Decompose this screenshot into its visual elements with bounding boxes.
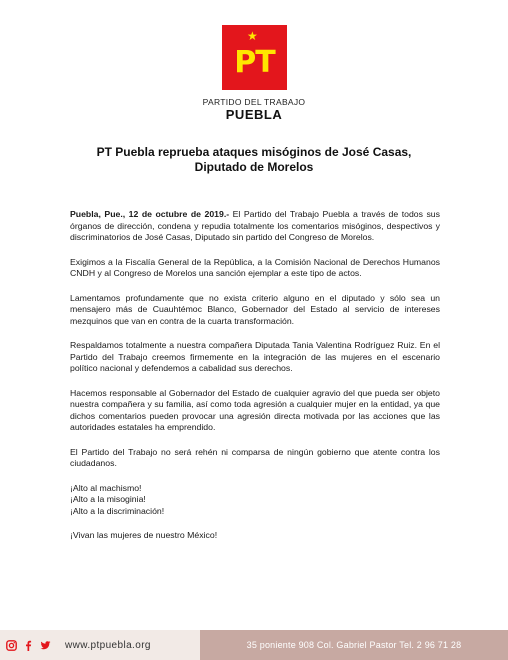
headline-line-1: PT Puebla reprueba ataques misóginos de José Casas, (96, 145, 412, 159)
star-icon: ★ (247, 29, 258, 43)
slogan-3: ¡Alto a la discriminación! (70, 505, 165, 516)
paragraph-1 (70, 209, 440, 244)
slogan-1: ¡Alto al machismo! (70, 482, 142, 493)
headline-line-2: Diputado de Morelos (194, 160, 314, 174)
slogan-2: ¡Alto a la misoginia! (70, 494, 146, 504)
paragraph-5: Hacemos responsable al Gobernador del Estado de cualquier agravio del que pueda ser objeto nuestra compañera y su familia, así como toda agresión a cualquier mujer en la entidad, ya que dichos comentarios pueden provocar una agresión directa motivada por las acciones que las autoridades estatales ha emprendido. (70, 387, 440, 432)
closing-line: ¡Vivan las mujeres de nuestro México! (70, 530, 218, 540)
party-state: PUEBLA (225, 107, 283, 122)
website-link[interactable]: www.ptpuebla.org (65, 639, 151, 651)
footer (0, 630, 508, 660)
footer-social (0, 630, 200, 660)
paragraph-4: Respaldamos totalmente a nuestra compañera Diputada Tania Valentina Rodríguez Ruiz. En el Partido del Trabajo creemos firmemente en la integración de las mujeres en el escenario político nacional y defendemos a cabalidad sus derechos. (70, 340, 440, 373)
logo-mark: PT (234, 45, 275, 80)
facebook-icon[interactable] (23, 640, 34, 651)
twitter-icon[interactable] (40, 640, 51, 651)
slogans (70, 483, 440, 518)
party-logo (222, 25, 287, 90)
footer-address-band (200, 630, 508, 660)
party-name: PARTIDO DEL TRABAJO (202, 97, 306, 107)
press-headline (60, 145, 448, 175)
dateline: Puebla, Pue., 12 de octubre de 2019.- (70, 209, 230, 219)
paragraph-2: Exigimos a la Fiscalía General de la República, a la Comisión Nacional de Derechos Humanos CNDH y al Congreso de Morelos una sanción ejemplar a este tipo de actos. (70, 256, 440, 278)
press-body (70, 209, 440, 555)
footer-address: 35 poniente 908 Col. Gabriel Pastor Tel. 2 96 71 28 (246, 640, 462, 650)
paragraph-1-text: El Partido del Trabajo Puebla a través de todos sus órganos de dirección, condena y repudia totalmente los comentarios misóginos, despectivos y discriminatorios de José Casas, Diputado sin partido del Congreso de Morelos. (70, 209, 440, 242)
instagram-icon[interactable] (6, 640, 17, 651)
paragraph-3: Lamentamos profundamente que no exista criterio alguno en el diputado y sólo sea un mensajero más de Cuauhtémoc Blanco, Gobernador del Estado al servicio de intereses mezquinos que van en contra de la cuarta transformación. (70, 292, 440, 326)
paragraph-6: El Partido del Trabajo no será rehén ni comparsa de ningún gobierno que atente contra los ciudadanos. (70, 446, 440, 468)
